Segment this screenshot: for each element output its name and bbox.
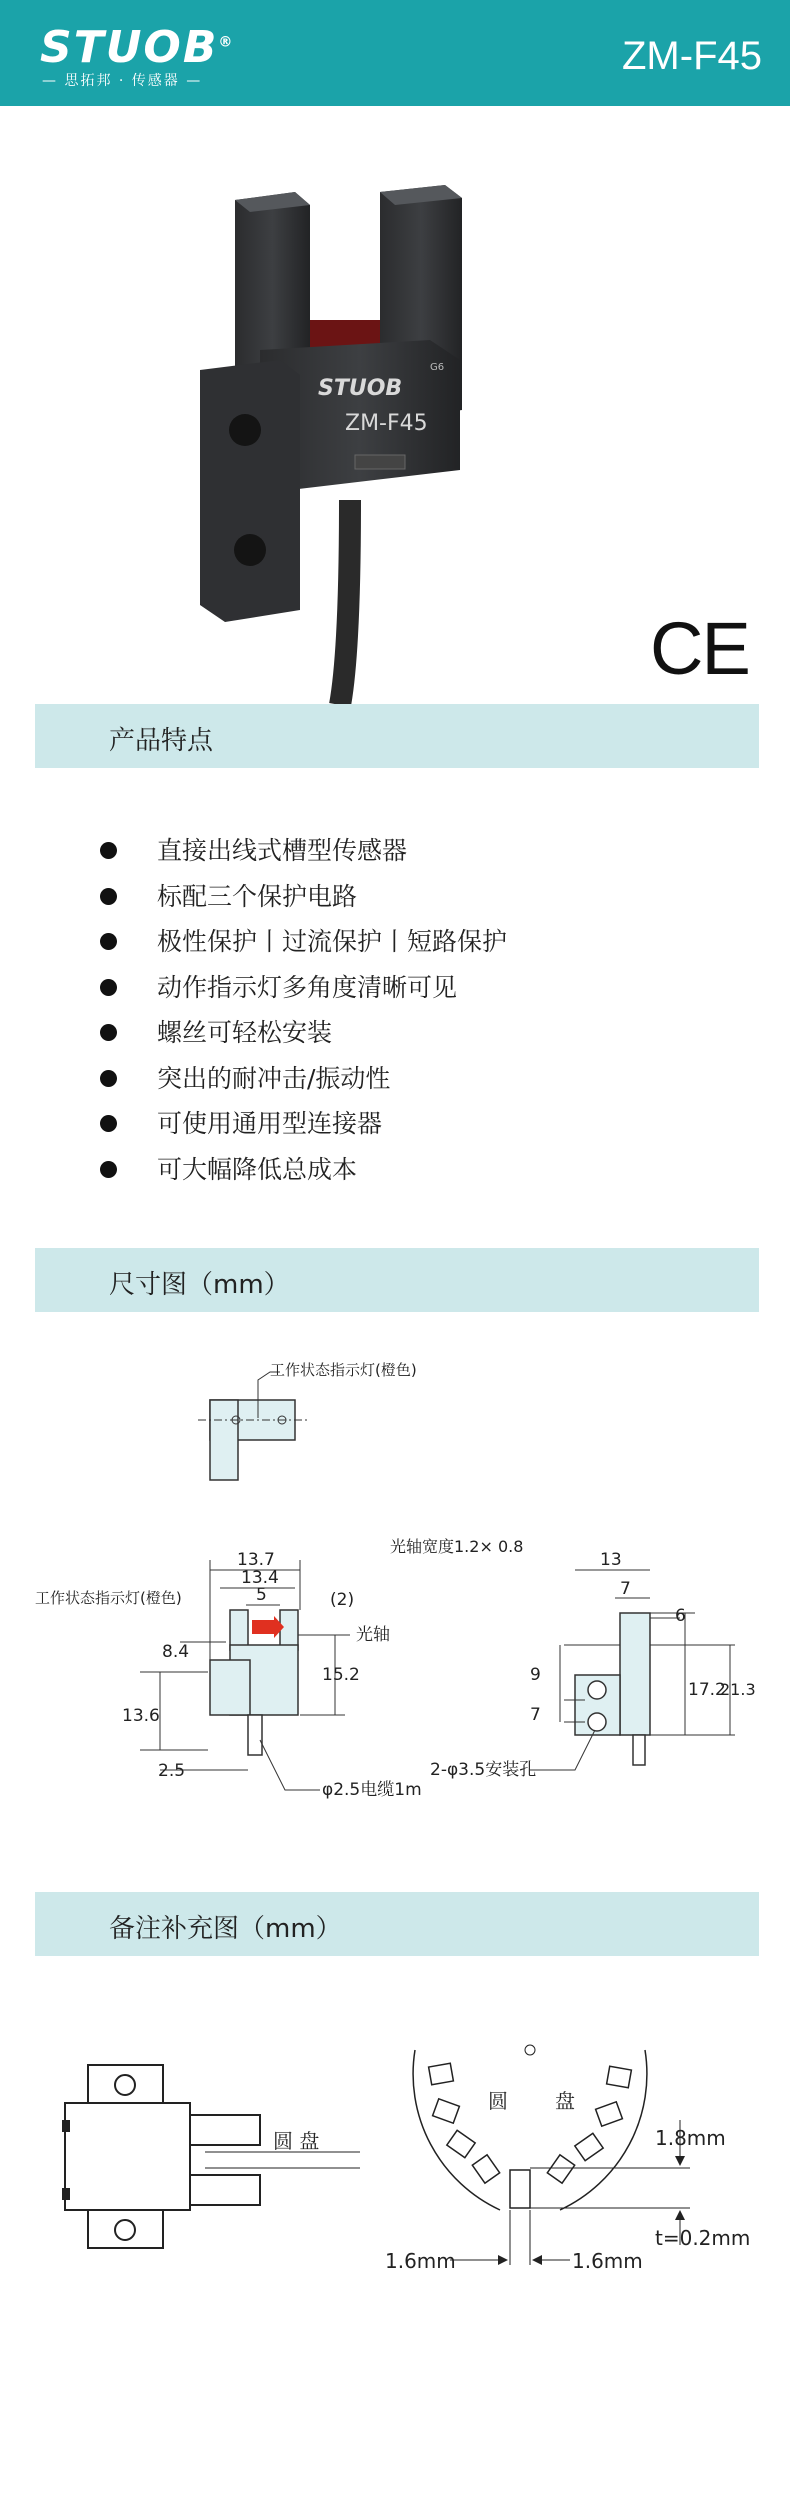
dimensions-title: 尺寸图（mm） [109,1270,290,1300]
list-item: 突出的耐冲击/振动性 [95,1056,507,1102]
brand-subtitle: — 思拓邦 · 传感器 — [42,73,203,89]
product-model-print: ZM-F45 [345,411,428,436]
ce-mark: CE [650,607,749,690]
notes-drawing [30,2040,760,2320]
dim-side-h2: 21.3 [720,1680,756,1699]
list-item: 动作指示灯多角度清晰可见 [95,965,507,1011]
header-bar [0,0,790,106]
dim-front-cable: φ2.5电缆1m [322,1780,422,1800]
list-item: 标配三个保护电路 [95,874,507,920]
features-section-bar [35,704,759,768]
list-item: 可大幅降低总成本 [95,1147,507,1193]
dim-front-h1: 8.4 [162,1642,190,1662]
dim-front-w2: 13.4 [241,1568,279,1588]
note-d1: 1.8mm [655,2126,726,2150]
dim-front-h3: 15.2 [322,1665,360,1685]
dim-side-axis-width: 光轴宽度1.2× 0.8 [390,1537,524,1556]
product-g-mark: G6 [430,362,445,373]
list-item: 直接出线式槽型传感器 [95,828,507,874]
notes-title: 备注补充图（mm） [109,1914,342,1944]
dimension-drawing [30,1330,760,1850]
list-item: 螺丝可轻松安装 [95,1010,507,1056]
dim-side-w1: 13 [600,1550,622,1570]
note-d2: 1.6mm [385,2249,456,2273]
dim-front-w3: 5 [256,1585,267,1605]
top-view-indicator-label: 工作状态指示灯(橙色) [270,1361,417,1379]
note-thickness: t=0.2mm [655,2226,751,2250]
dim-front-indicator: 工作状态指示灯(橙色) [35,1589,182,1607]
dim-side-v2: 7 [530,1705,541,1725]
note-disk-label2: 盘 [555,2089,575,2113]
dim-front-b1: 2.5 [158,1761,186,1781]
features-title: 产品特点 [109,726,214,756]
dim-side-v1: 9 [530,1665,541,1685]
model-title: ZM-F45 [622,34,762,78]
product-logo-print: STUOB [318,376,403,401]
dim-side-w2: 7 [620,1579,631,1599]
note-disk-left: 圆 盘 [273,2129,320,2153]
dim-front-h2: 13.6 [122,1706,160,1726]
dim-side-holes: 2-φ3.5安装孔 [430,1760,537,1780]
dim-front-axis: 光轴 [356,1625,390,1645]
note-disk-label1: 圆 [488,2089,508,2113]
dim-front-gap: (2) [330,1590,355,1610]
product-photo [200,170,520,705]
brand-logo: STUOB® [40,22,235,73]
list-item: 极性保护丨过流保护丨短路保护 [95,919,507,965]
list-item: 可使用通用型连接器 [95,1101,507,1147]
dim-side-w3: 6 [675,1606,686,1626]
dim-side-h1: 17.2 [688,1680,726,1700]
note-d3: 1.6mm [572,2249,643,2273]
notes-section-bar [35,1892,759,1956]
feature-list [95,828,507,1192]
dim-front-w1: 13.7 [237,1550,275,1570]
dimensions-section-bar [35,1248,759,1312]
